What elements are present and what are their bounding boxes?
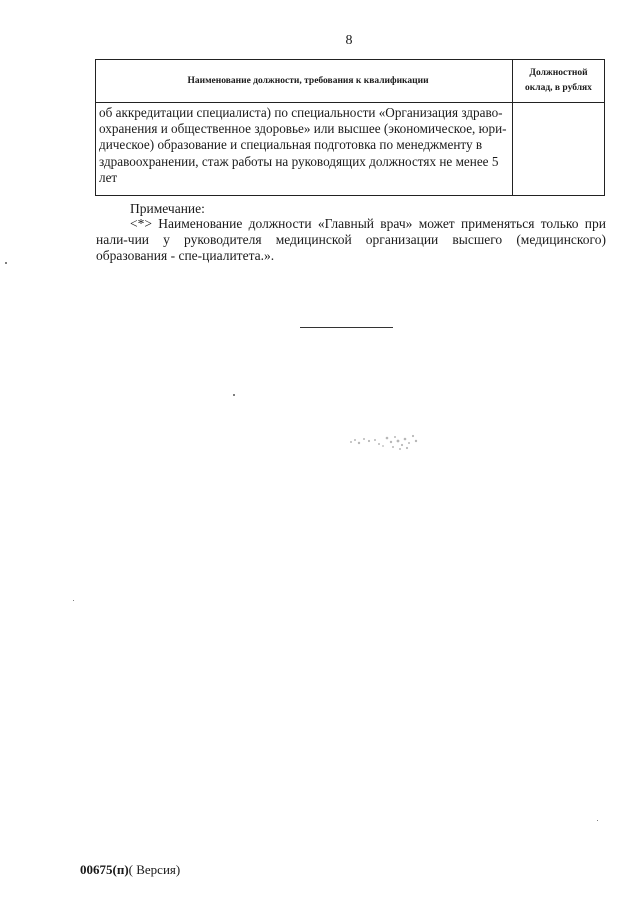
table-header-row [96, 60, 605, 103]
separator-line [300, 327, 393, 328]
scan-speck [597, 820, 598, 821]
note-title: Примечание: [130, 201, 205, 216]
document-code: 00675(п) [80, 862, 129, 877]
header-salary-line2: оклад, в рублях [525, 83, 592, 93]
header-salary [513, 60, 605, 103]
header-position-requirements: Наименование должности, требования к квалификации [96, 60, 513, 103]
document-footer [80, 862, 180, 878]
page-number: 8 [345, 33, 353, 48]
cell-salary [513, 103, 605, 196]
document-version: ( Версия) [128, 862, 181, 877]
cell-requirements: об аккредитации специалиста) по специальности «Организация здраво-охранения и общественное здоровье» или высшее (экономическое, юри-дическое) образование и специальная подготовка по менеджменту в здравоохранении, стаж работы на руководящих должностях не менее 5 лет [96, 103, 513, 196]
note-body: <*> Наименование должности «Главный врач» может применяться только при нали-чии у руководителя медицинской организации высшего (медицинского) образования - спе-циалитета.». [96, 216, 606, 263]
faint-stamp-mark [345, 428, 425, 456]
scan-speck [233, 394, 235, 396]
table-row [96, 103, 605, 196]
qualification-table [95, 59, 605, 196]
scan-speck [5, 262, 7, 264]
header-salary-line1: Должностной [529, 68, 588, 78]
scan-speck [73, 600, 74, 601]
